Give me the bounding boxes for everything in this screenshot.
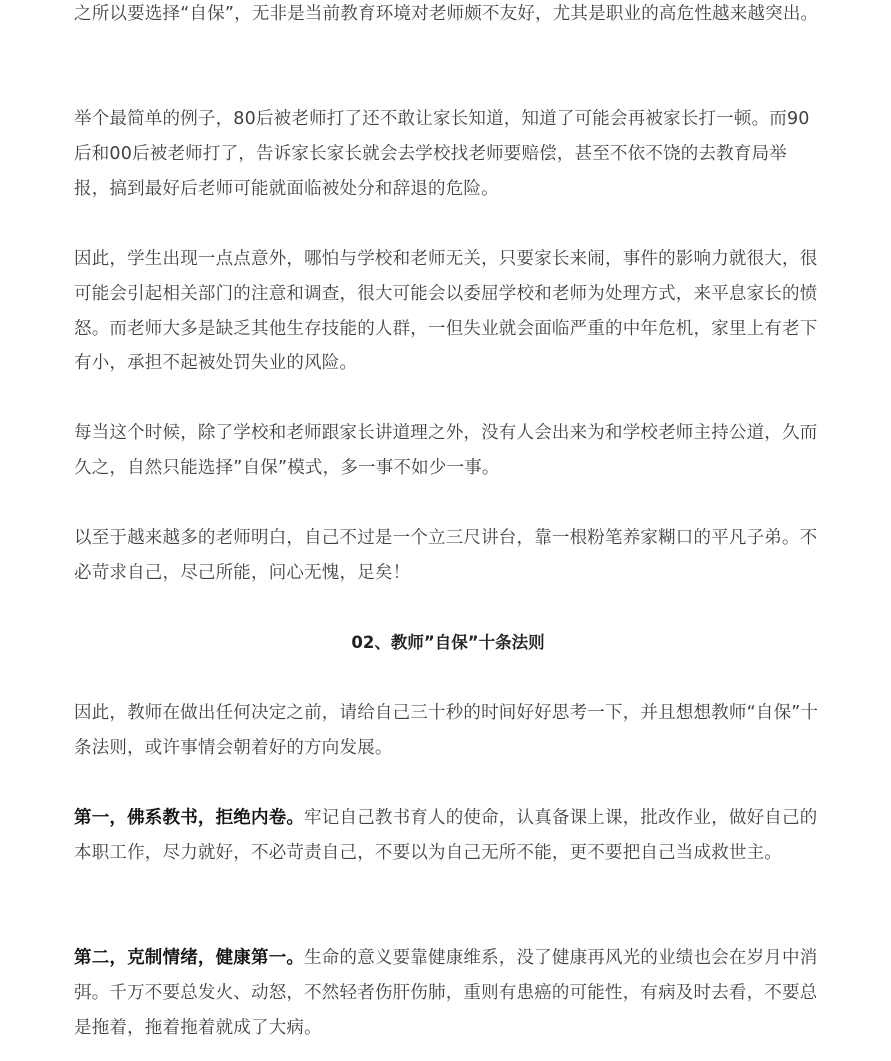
paragraph-rule-one	[74, 801, 822, 871]
paragraph-self-protection-mode: 每当这个时候，除了学校和老师跟家长讲道理之外，没有人会出来为和学校老师主持公道，久而久之，自然只能选择”自保”模式，多一事不如少一事。	[74, 423, 818, 478]
paragraph-ordinary-teacher: 以至于越来越多的老师明白，自己不过是一个立三尺讲台，靠一根粉笔养家糊口的平凡子弟。不必苛求自己，尽己所能，问心无愧，足矣！	[74, 528, 818, 583]
paragraph-generation-example: 举个最简单的例子，80后被老师打了还不敢让家长知道，知道了可能会再被家长打一顿。而90后和00后被老师打了，告诉家长家长就会去学校找老师要赔偿，甚至不依不饶的去教育局举报，搞到最好后老师可能就面临被处分和辞退的危险。	[74, 109, 810, 199]
paragraph-parent-conflict: 因此，学生出现一点点意外，哪怕与学校和老师无关，只要家长来闹，事件的影响力就很大，很可能会引起相关部门的注意和调查，很大可能会以委屈学校和老师为处理方式，来平息家长的愤怒。而老师大多是缺乏其他生存技能的人群，一但失业就会面临严重的中年危机，家里上有老下有小，承担不起被处罚失业的风险。	[74, 249, 818, 374]
rule-two-body: 生命的意义要靠健康维系，没了健康再风光的业绩也会在岁月中消弭。千万不要总发火、动怒，不然轻者伤肝伤肺，重则有患癌的可能性，有病及时去看，不要总是拖着，拖着拖着就成了大病。	[74, 948, 818, 1038]
section-title: 02、教师”自保”十条法则	[351, 633, 545, 652]
paragraph-self-protection-reason: 之所以要选择“自保”，无非是当前教育环境对老师颇不友好，尤其是职业的高危性越来越突出。	[74, 4, 819, 24]
paragraph-rule-two	[74, 941, 822, 1045]
rule-one-body: 牢记自己教书育人的使命，认真备课上课，批改作业，做好自己的本职工作，尽力就好，不必苛责自己，不要以为自己无所不能，更不要把自己当成救世主。	[74, 808, 818, 863]
paragraph-rules-intro: 因此，教师在做出任何决定之前，请给自己三十秒的时间好好思考一下，并且想想教师“自保”十条法则，或许事情会朝着好的方向发展。	[74, 703, 819, 758]
rule-one-heading: 第一，佛系教书，拒绝内卷。	[74, 808, 305, 828]
rule-two-heading: 第二，克制情绪，健康第一。	[74, 948, 305, 968]
